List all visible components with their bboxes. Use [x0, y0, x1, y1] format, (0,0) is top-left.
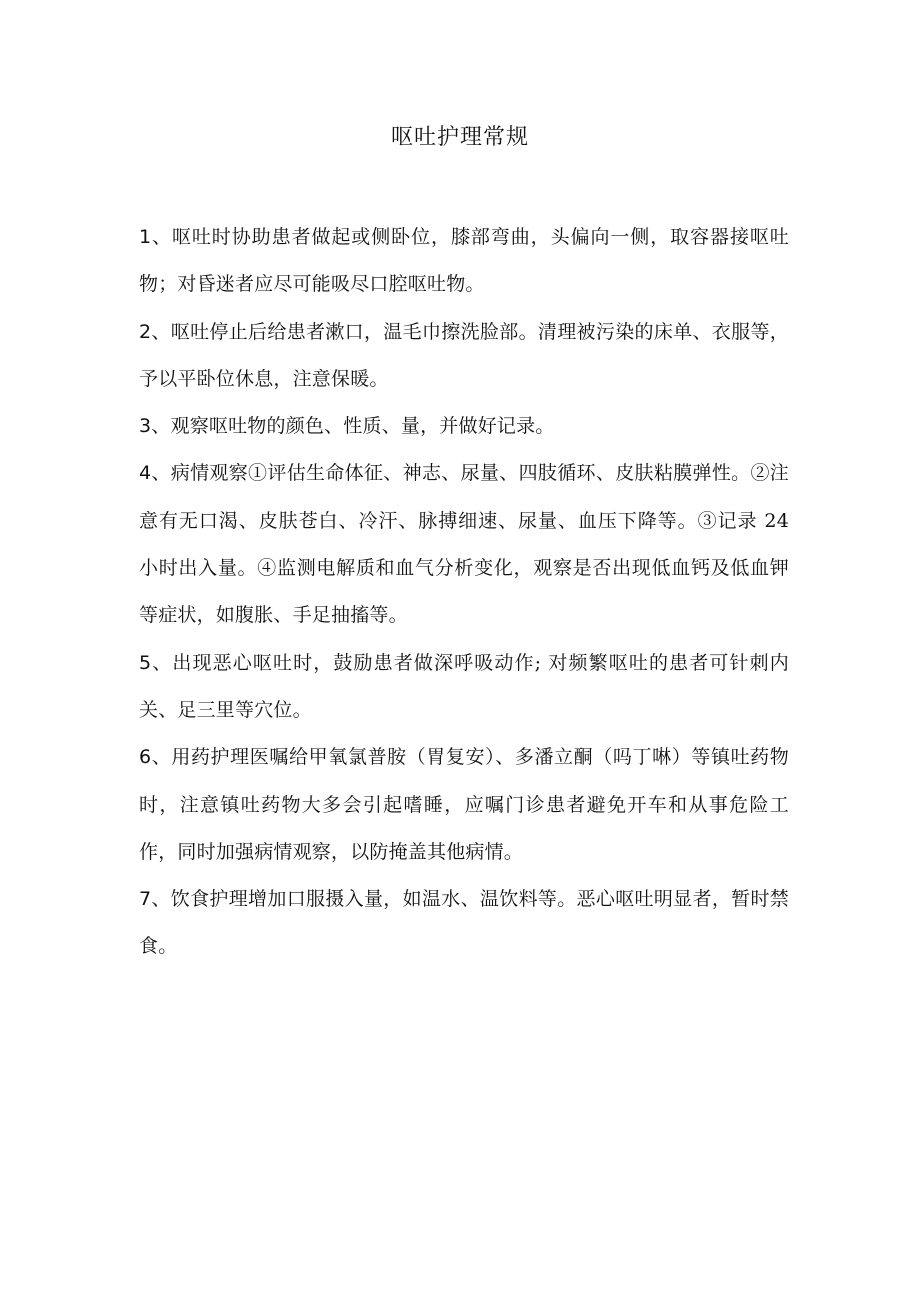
- paragraph-number: 5: [139, 651, 152, 674]
- paragraph-number: 7: [139, 888, 152, 911]
- paragraph-6: [139, 734, 789, 876]
- paragraph-text: 、用药护理医嘱给甲氧氯普胺（胃复安）、多潘立酮（吗丁啉）等镇吐药物时，注意镇吐药物大多会引起嗜睡，应嘱门诊患者避免开车和从事危险工作，同时加强病情观察，以防掩盖其他病情。: [139, 746, 789, 863]
- paragraph-2: [139, 309, 789, 404]
- paragraph-number: 1: [139, 226, 152, 248]
- paragraph-text: 、饮食护理增加口服摄入量，如温水、温饮料等。恶心呕吐明显者，暂时禁食。: [139, 888, 789, 958]
- paragraph-text: 、呕吐时协助患者做起或侧卧位，膝部弯曲，头偏向一侧，取容器接呕吐物；对昏迷者应尽可能吸尽口腔呕吐物。: [139, 226, 789, 296]
- paragraph-text: 、观察呕吐物的颜色、性质、量，并做好记录。: [151, 415, 555, 438]
- paragraph-text: 、病情观察①评估生命体征、神志、尿量、四肢循环、皮肤粘膜弹性。②注意有无口渴、皮肤苍白、冷汗、脉搏细速、尿量、血压下降等。③记录 24 小时出入量。④监测电解质和血气分析变化，观察是否出现低血钙及低血钾等症状，如腹胀、手足抽搐等。: [139, 462, 789, 627]
- paragraph-3: [139, 403, 789, 450]
- paragraph-1: [139, 214, 789, 309]
- paragraph-number: 6: [139, 746, 152, 769]
- document-body: [139, 214, 789, 971]
- paragraph-text: 、出现恶心呕吐时，鼓励患者做深呼吸动作; 对频繁呕吐的患者可针刺内关、足三里等穴位。: [139, 651, 789, 721]
- paragraph-number: 4: [139, 462, 152, 485]
- paragraph-number: 3: [139, 415, 152, 438]
- paragraph-5: [139, 640, 789, 735]
- document-title: 呕吐护理常规: [390, 125, 529, 150]
- paragraph-number: 2: [139, 320, 152, 343]
- paragraph-text: 、呕吐停止后给患者漱口，温毛巾擦洗脸部。清理被污染的床单、衣服等，予以平卧位休息，注意保暖。: [139, 320, 789, 390]
- paragraph-4: [139, 450, 789, 639]
- paragraph-7: [139, 876, 789, 971]
